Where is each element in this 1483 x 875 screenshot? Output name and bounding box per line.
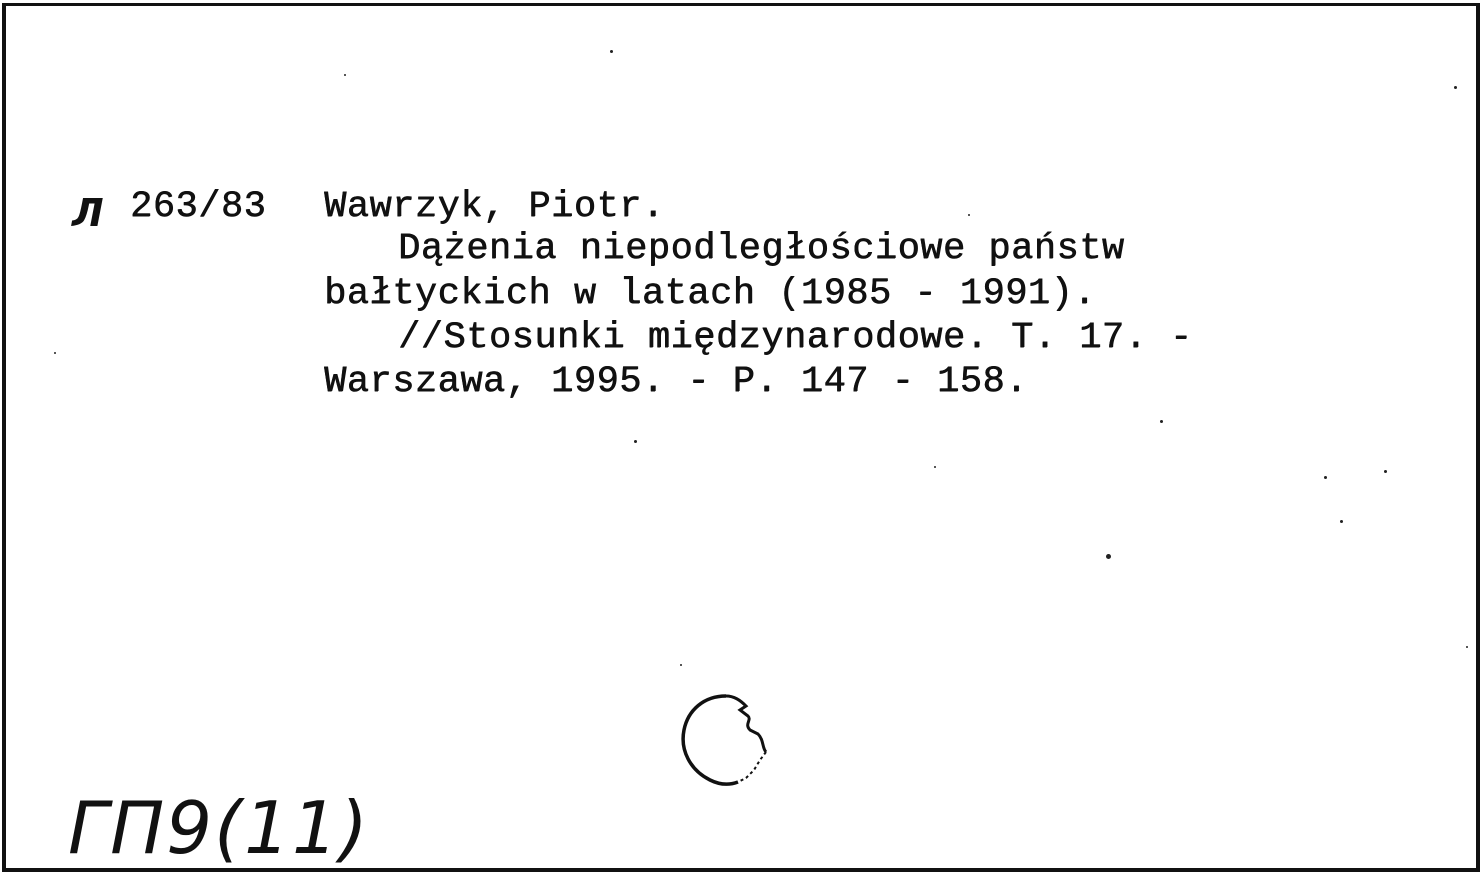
title-line-2: bałtyckich w latach (1985 - 1991). [324, 273, 1096, 315]
speck [680, 664, 682, 666]
handwritten-shelf-mark: ГП9(11) [68, 786, 370, 870]
handwritten-mark: Л [72, 191, 104, 235]
speck [1340, 520, 1343, 523]
speck [1466, 646, 1468, 648]
speck [1160, 420, 1163, 423]
speck [344, 74, 346, 76]
speck [934, 466, 936, 468]
speck [1324, 476, 1327, 479]
speck [610, 50, 613, 53]
speck [1454, 86, 1457, 89]
source-line-1: //Stosunki międzynarodowe. T. 17. - [398, 317, 1193, 359]
speck [968, 214, 970, 216]
speck [1106, 554, 1111, 559]
author-line: Wawrzyk, Piotr. [324, 186, 665, 228]
catalog-card [2, 3, 1480, 872]
call-number: 263/83 [130, 186, 267, 228]
speck [1384, 470, 1387, 473]
title-line-1: Dążenia niepodległościowe państw [398, 228, 1125, 270]
source-line-2: Warszawa, 1995. - P. 147 - 158. [324, 361, 1028, 403]
speck [54, 352, 56, 354]
speck [634, 440, 637, 443]
punch-hole-icon [674, 690, 778, 794]
